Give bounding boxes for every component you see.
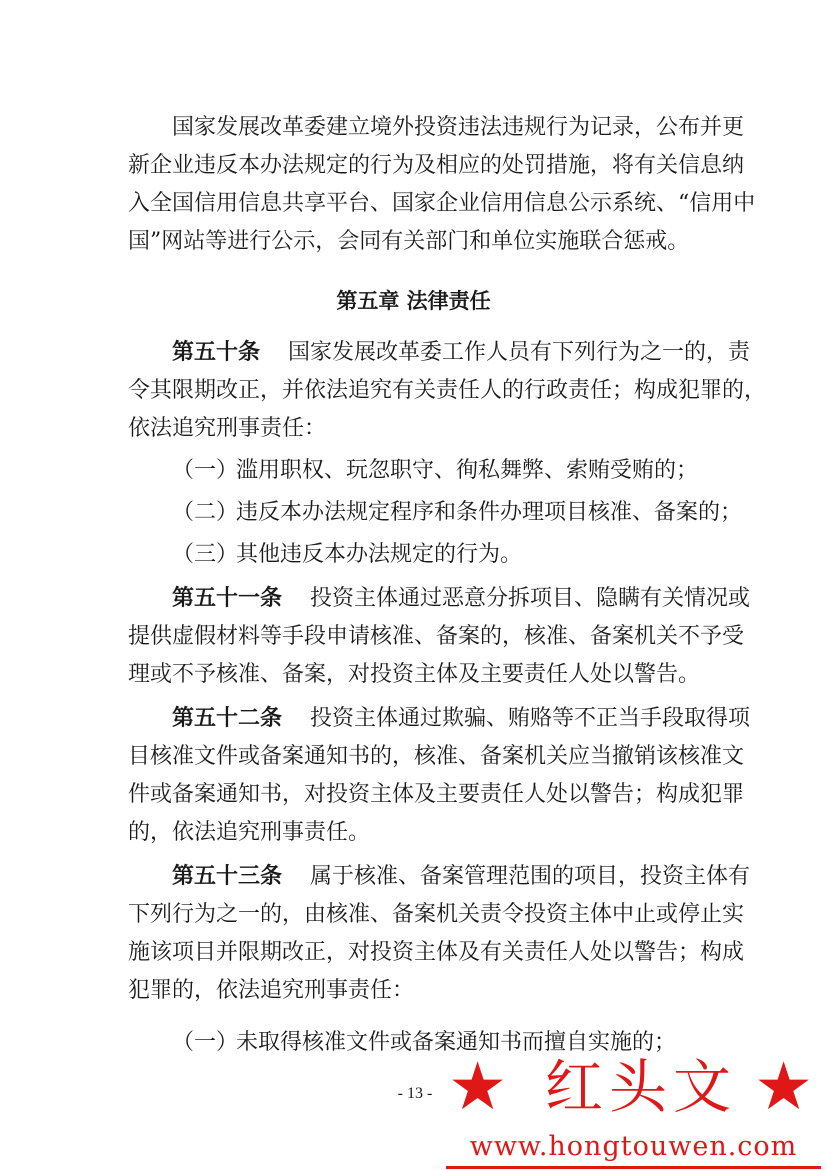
watermark (440, 1048, 827, 1170)
watermark-banner (440, 1048, 827, 1126)
article-text: 国家发展改革委工作人员有下列行为之一的，责 (288, 340, 751, 365)
paragraph-line: 目核准文件或备案通知书的，核准、备案机关应当撤销该核准文 (128, 744, 745, 769)
article-text: 投资主体通过欺骗、贿赂等不正当手段取得项 (310, 706, 751, 731)
list-item (172, 456, 704, 486)
article-label: 第五十条 (172, 340, 261, 365)
item-text: 未取得核准文件或备案通知书而擅自实施的； (236, 1030, 677, 1055)
paragraph-line: 国家发展改革委建立境外投资违法违规行为记录，公布并更 (172, 115, 745, 140)
article-text: 属于核准、备案管理范围的项目，投资主体有 (310, 864, 751, 889)
star-icon: ★ (754, 1048, 814, 1125)
page-number: - 13 - (397, 1085, 433, 1102)
watermark-url: www.hongtouwen.com (469, 1131, 798, 1162)
item-number: （一） (172, 1030, 239, 1055)
paragraph-line: 提供虚假材料等手段申请核准、备案的，核准、备案机关不予受 (128, 624, 745, 649)
article-50-first-line (172, 338, 751, 368)
star-icon: ★ (448, 1048, 508, 1125)
list-item (172, 540, 704, 570)
paragraph-line: 国”网站等进行公示，会同有关部门和单位实施联合惩戒。 (128, 229, 690, 254)
paragraph-line: 件或备案通知书，对投资主体及主要责任人处以警告；构成犯罪 (128, 782, 745, 807)
watermark-title: 红头文 (544, 1053, 737, 1121)
paragraph-line: 新企业违反本办法规定的行为及相应的处罚措施，将有关信息纳 (128, 153, 745, 178)
chapter-title: 第五章 法律责任 (336, 289, 491, 313)
article-53-first-line (172, 862, 751, 892)
paragraph-line: 的，依法追究刑事责任。 (128, 820, 371, 845)
list-item (172, 498, 743, 528)
paragraph-line: 下列行为之一的，由核准、备案机关责令投资主体中止或停止实 (128, 902, 745, 927)
article-label: 第五十三条 (172, 864, 283, 889)
paragraph-line: 理或不予核准、备案，对投资主体及主要责任人处以警告。 (128, 662, 701, 687)
item-text: 违反本办法规定程序和条件办理项目核准、备案的； (236, 500, 743, 525)
item-number: （三） (172, 542, 239, 567)
paragraph-line: 入全国信用信息共享平台、国家企业信用信息公示系统、“信用中 (128, 191, 756, 216)
item-number: （二） (172, 500, 239, 525)
item-number: （一） (172, 458, 239, 483)
paragraph-line: 令其限期改正，并依法追究有关责任人的行政责任；构成犯罪的， (128, 378, 767, 403)
article-text: 投资主体通过恶意分拆项目、隐瞒有关情况或 (310, 586, 751, 611)
watermark-underline (446, 1166, 821, 1169)
paragraph-line: 施该项目并限期改正，对投资主体及有关责任人处以警告；构成 (128, 940, 745, 965)
item-text: 滥用职权、玩忽职守、徇私舞弊、索贿受贿的； (236, 458, 699, 483)
article-label: 第五十二条 (172, 706, 283, 731)
paragraph-line: 犯罪的，依法追究刑事责任： (128, 978, 415, 1003)
item-text: 其他违反本办法规定的行为。 (236, 542, 523, 567)
article-52-first-line (172, 704, 751, 734)
article-label: 第五十一条 (172, 586, 283, 611)
paragraph-line: 依法追究刑事责任： (128, 416, 327, 441)
article-51-first-line (172, 584, 751, 614)
